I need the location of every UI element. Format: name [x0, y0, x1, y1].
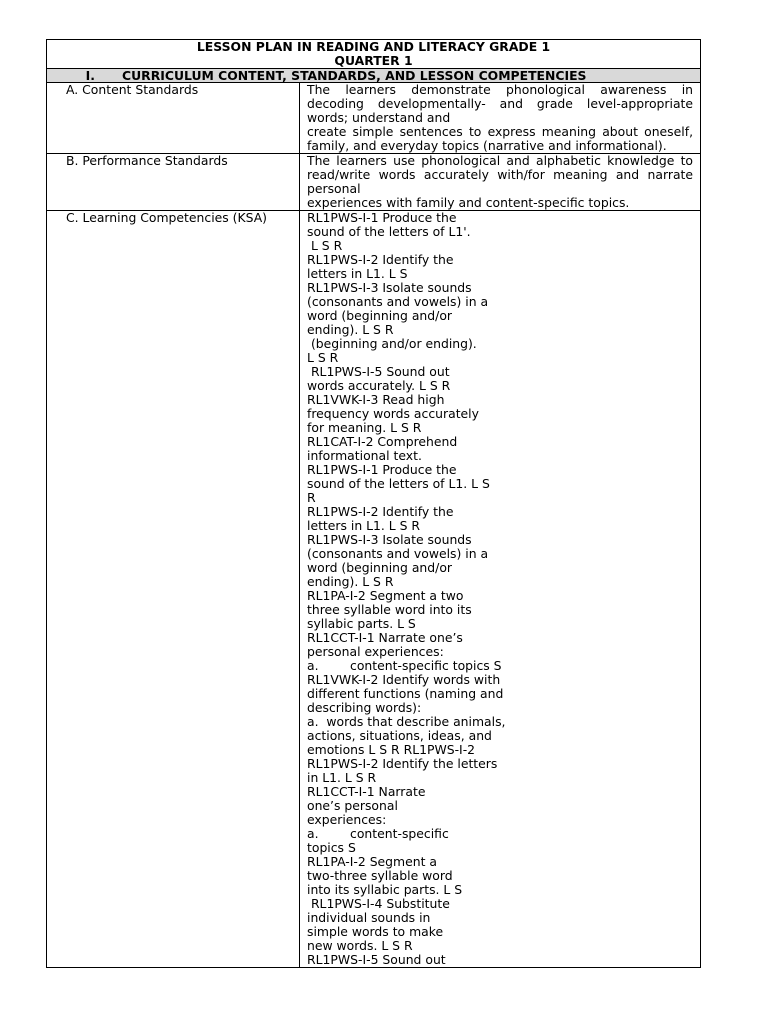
competency-line: RL1PWS-I-5 Sound out — [307, 952, 446, 967]
content-standards-part1: The learners demonstrate phonological awareness in decoding developmentally- and grade level-appropriate words; understand and — [307, 82, 694, 125]
title-row — [47, 40, 701, 69]
competency-line: RL1PWS-I-3 Isolate sounds — [307, 532, 472, 547]
competency-line: RL1PWS-I-1 Produce the — [307, 462, 457, 477]
competency-line: simple words to make — [307, 924, 444, 939]
competency-line: ending). L S R — [307, 574, 394, 589]
competency-line: RL1VWK-I-3 Read high — [307, 392, 445, 407]
document-title: LESSON PLAN IN READING AND LITERACY GRADE 1 — [196, 39, 551, 54]
competency-line: personal experiences: — [307, 644, 444, 659]
competencies-label: C. Learning Competencies (KSA) — [47, 211, 300, 968]
competency-line: RL1PWS-I-2 Identify the letters — [307, 756, 498, 771]
competency-line: one’s personal — [307, 798, 398, 813]
competency-line: (consonants and vowels) in a — [307, 546, 489, 561]
content-standards-text — [300, 83, 701, 154]
competency-line: frequency words accurately — [307, 406, 479, 421]
competency-line: sound of the letters of L1'. — [307, 224, 471, 239]
competency-line: ending). L S R — [307, 322, 394, 337]
performance-standards-label: B. Performance Standards — [47, 154, 300, 211]
competency-line: words accurately. L S R — [307, 378, 451, 393]
quarter-label: QUARTER 1 — [334, 53, 413, 68]
competency-line: R — [307, 490, 316, 505]
competency-line: L S R — [307, 350, 339, 365]
competency-line: a. words that describe animals, — [307, 714, 506, 729]
competencies-list — [300, 211, 701, 968]
section-number: I. — [85, 68, 95, 83]
section-header — [47, 69, 701, 83]
competency-line: word (beginning and/or — [307, 308, 452, 323]
competency-line: describing words): — [307, 700, 422, 715]
competency-line: RL1PA-I-2 Segment a — [307, 854, 437, 869]
title-cell — [47, 40, 701, 69]
competency-line: a. content-specific topics S — [307, 658, 502, 673]
competency-line: (consonants and vowels) in a — [307, 294, 489, 309]
competency-line: RL1PWS-I-1 Produce the — [307, 210, 457, 225]
competency-line: for meaning. L S R — [307, 420, 422, 435]
competency-line: letters in L1. L S R — [307, 518, 421, 533]
competency-line: RL1PWS-I-2 Identify the — [307, 504, 454, 519]
competency-line: actions, situations, ideas, and — [307, 728, 492, 743]
section-heading: CURRICULUM CONTENT, STANDARDS, AND LESSON COMPETENCIES — [122, 68, 587, 83]
competency-line: individual sounds in — [307, 910, 431, 925]
competency-line: a. content-specific — [307, 826, 449, 841]
competency-line: experiences: — [307, 812, 387, 827]
competencies-row — [47, 211, 701, 968]
performance-standards-row — [47, 154, 701, 211]
competency-line: topics S — [307, 840, 356, 855]
competency-line: into its syllabic parts. L S — [307, 882, 463, 897]
competency-line: two-three syllable word — [307, 868, 453, 883]
competency-line: in L1. L S R — [307, 770, 377, 785]
competency-line: (beginning and/or ending). — [307, 336, 477, 351]
competency-line: emotions L S R RL1PWS-I-2 — [307, 742, 476, 757]
competency-line: new words. L S R — [307, 938, 413, 953]
competency-line: RL1PWS-I-5 Sound out — [307, 364, 450, 379]
competency-line: RL1CCT-I-1 Narrate one’s — [307, 630, 463, 645]
competency-line: RL1CAT-I-2 Comprehend — [307, 434, 458, 449]
competency-line: sound of the letters of L1. L S — [307, 476, 490, 491]
content-standards-row — [47, 83, 701, 154]
lesson-plan-table — [46, 39, 701, 968]
content-standards-label: A. Content Standards — [47, 83, 300, 154]
competency-line: RL1VWK-I-2 Identify words with — [307, 672, 501, 687]
performance-standards-part1: The learners use phonological and alphabetic knowledge to read/write words accurately with/for meaning and narrate personal — [307, 153, 694, 196]
competency-line: RL1PWS-I-2 Identify the — [307, 252, 454, 267]
performance-standards-part2: experiences with family and content-specific topics. — [307, 195, 630, 210]
competency-line: RL1CCT-I-1 Narrate — [307, 784, 426, 799]
content-standards-part2: create simple sentences to express meaning about oneself, family, and everyday topics (narrative and informational). — [307, 124, 694, 153]
competency-line: letters in L1. L S — [307, 266, 408, 281]
competency-line: informational text. — [307, 448, 422, 463]
competency-line: RL1PWS-I-3 Isolate sounds — [307, 280, 472, 295]
competency-line: RL1PA-I-2 Segment a two — [307, 588, 464, 603]
competency-line: RL1PWS-I-4 Substitute — [307, 896, 450, 911]
competency-line: L S R — [307, 238, 343, 253]
competency-line: word (beginning and/or — [307, 560, 452, 575]
competency-line: different functions (naming and — [307, 686, 504, 701]
performance-standards-text — [300, 154, 701, 211]
competency-line: three syllable word into its — [307, 602, 472, 617]
competency-line: syllabic parts. L S — [307, 616, 416, 631]
section-row — [47, 69, 701, 83]
